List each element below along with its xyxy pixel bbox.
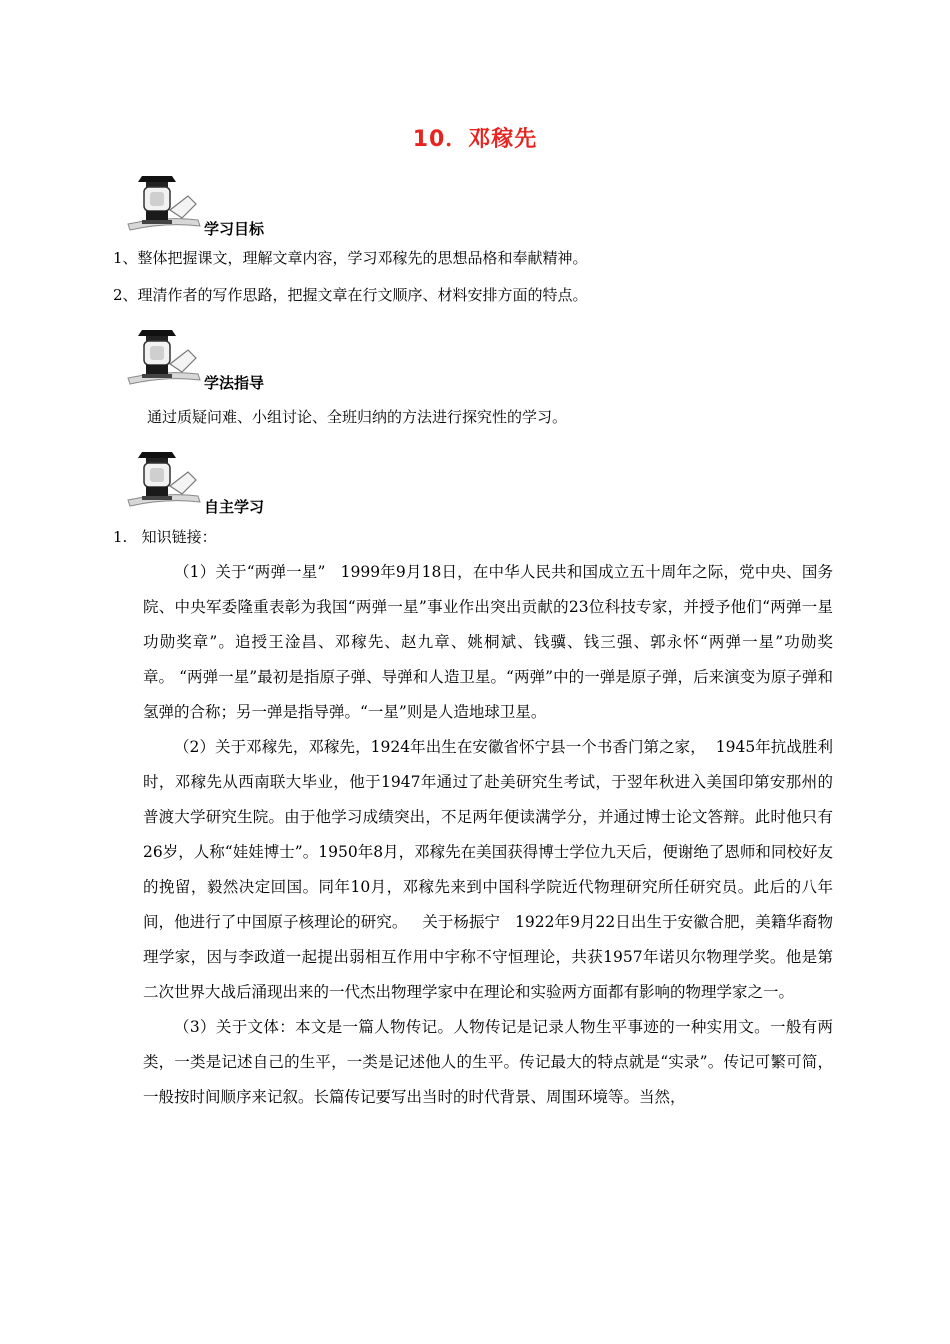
goal-item-2: 2、理清作者的写作思路，把握文章在行文顺序、材料安排方面的特点。	[113, 286, 588, 304]
page-title: 10．邓稼先	[412, 127, 538, 152]
lantern-icon	[126, 444, 206, 510]
section-header-method	[126, 322, 326, 392]
knowledge-paragraphs	[143, 555, 833, 1115]
paragraph-deng-jiaxian: （2）关于邓稼先，邓稼先，1924年出生在安徽省怀宁县一个书香门第之家， 1945年抗战胜利时，邓稼先从西南联大毕业，他于1947年通过了赴美研究生考试，于翌年秋进入美国印第安那州的普渡大学研究生院。由于他学习成绩突出，不足两年便读满学分，并通过博士论文答辩。此时他只有26岁，人称“娃娃博士”。1950年8月，邓稼先在美国获得博士学位九天后，便谢绝了恩师和同校好友的挽留，毅然决定回国。同年10月，邓稼先来到中国科学院近代物理研究所任研究员。此后的八年间，他进行了中国原子核理论的研究。 关于杨振宁 1922年9月22日出生于安徽合肥，美籍华裔物理学家，因与李政道一起提出弱相互作用中宇称不守恒理论，共获1957年诺贝尔物理学奖。他是第二次世界大战后涌现出来的一代杰出物理学家中在理论和实验两方面都有影响的物理学家之一。	[143, 738, 833, 1001]
section-title-method: 学法指导	[204, 374, 265, 392]
method-text: 通过质疑问难、小组讨论、全班归纳的方法进行探究性的学习。	[147, 408, 568, 426]
goal-item-1: 1、整体把握课文，理解文章内容，学习邓稼先的思想品格和奉献精神。	[113, 249, 588, 267]
section-title-goals: 学习目标	[204, 220, 265, 238]
paragraph-two-bombs-one-satellite: （1）关于“两弹一星” 1999年9月18日，在中华人民共和国成立五十周年之际，党中央、国务院、中央军委隆重表彰为我国“两弹一星”事业作出突出贡献的23位科技专家，并授予他们“两弹一星功勋奖章”。追授王淦昌、邓稼先、赵九章、姚桐斌、钱骥、钱三强、郭永怀“两弹一星”功勋奖章。 “两弹一星”最初是指原子弹、导弹和人造卫星。“两弹”中的一弹是原子弹，后来演变为原子弹和氢弹的合称；另一弹是指导弹。“一星”则是人造地球卫星。	[143, 563, 833, 721]
section-title-self-study: 自主学习	[204, 498, 265, 516]
lantern-icon	[126, 168, 206, 234]
section-header-goals	[126, 168, 326, 238]
lantern-icon	[126, 322, 206, 388]
section-header-self-study	[126, 444, 326, 514]
knowledge-link-heading: 1. 知识链接：	[113, 528, 217, 546]
paragraph-genre: （3）关于文体：本文是一篇人物传记。人物传记是记录人物生平事迹的一种实用文。一般有两类，一类是记述自己的生平，一类是记述他人的生平。传记最大的特点就是“实录”。传记可繁可简，一般按时间顺序来记叙。长篇传记要写出当时的时代背景、周围环境等。当然，	[143, 1018, 833, 1106]
